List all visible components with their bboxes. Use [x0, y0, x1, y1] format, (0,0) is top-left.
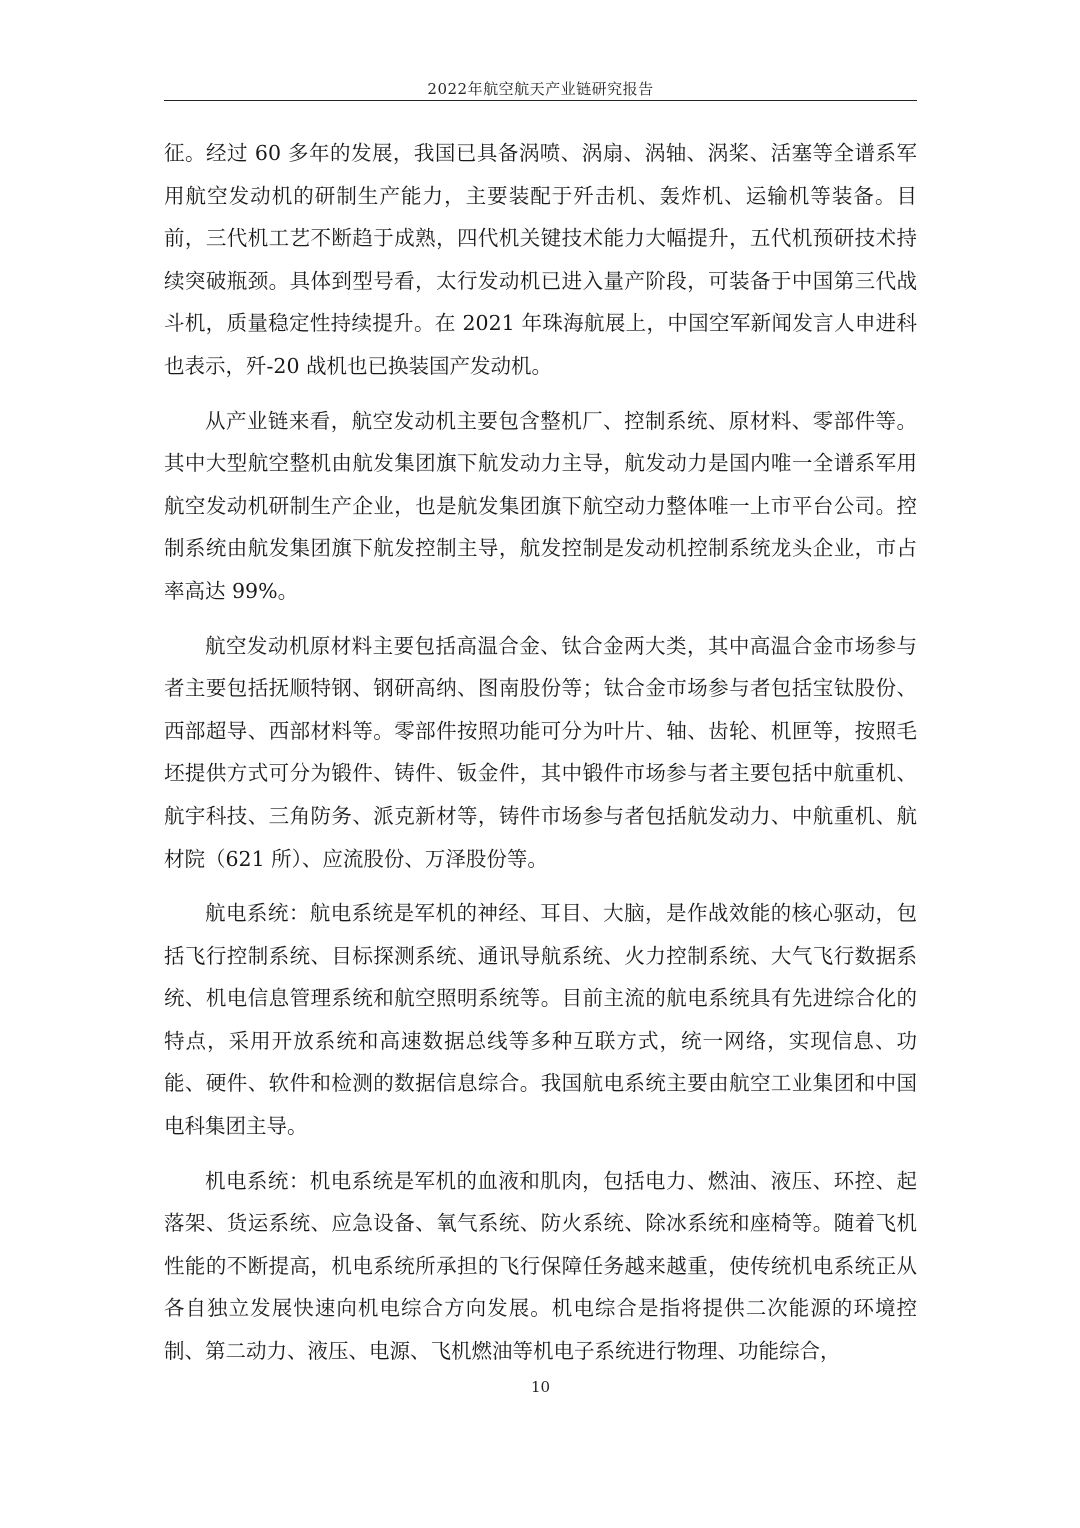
paragraph-engine-materials-parts: 航空发动机原材料主要包括高温合金、钛合金两大类，其中高温合金市场参与者主要包括抚顺特钢、钢研高纳、图南股份等；钛合金市场参与者包括宝钛股份、西部超导、西部材料等。零部件按照功能可分为叶片、轴、齿轮、机匣等，按照毛坯提供方式可分为锻件、铸件、钣金件，其中锻件市场参与者主要包括中航重机、航宇科技、三角防务、派克新材等，铸件市场参与者包括航发动力、中航重机、航材院（621 所）、应流股份、万泽股份等。: [164, 633, 917, 871]
paragraph-avionics-system: 航电系统：航电系统是军机的神经、耳目、大脑，是作战效能的核心驱动，包括飞行控制系统、目标探测系统、通讯导航系统、火力控制系统、大气飞行数据系统、机电信息管理系统和航空照明系统等。目前主流的航电系统具有先进综合化的特点，采用开放系统和高速数据总线等多种互联方式，统一网络，实现信息、功能、硬件、软件和检测的数据信息综合。我国航电系统主要由航空工业集团和中国电科集团主导。: [164, 901, 917, 1139]
paragraph-engine-development: 征。经过 60 多年的发展，我国已具备涡喷、涡扇、涡轴、涡桨、活塞等全谱系军用航空发动机的研制生产能力，主要装配于歼击机、轰炸机、运输机等装备。目前，三代机工艺不断趋于成熟，四代机关键技术能力大幅提升，五代机预研技术持续突破瓶颈。具体到型号看，太行发动机已进入量产阶段，可装备于中国第三代战斗机，质量稳定性持续提升。在 2021 年珠海航展上，中国空军新闻发言人申进科也表示，歼-20 战机也已换装国产发动机。: [164, 141, 917, 378]
header-divider: [164, 100, 917, 101]
page-header-title: 2022年航空航天产业链研究报告: [427, 80, 654, 98]
paragraph-electromechanical-system: 机电系统：机电系统是军机的血液和肌肉，包括电力、燃油、液压、环控、起落架、货运系统、应急设备、氧气系统、防火系统、除冰系统和座椅等。随着飞机性能的不断提高，机电系统所承担的飞行保障任务越来越重，使传统机电系统正从各自独立发展快速向机电综合方向发展。机电综合是指将提供二次能源的环境控制、第二动力、液压、电源、飞机燃油等机电子系统进行物理、功能综合，: [164, 1168, 917, 1364]
paragraph-engine-industry-chain: 从产业链来看，航空发动机主要包含整机厂、控制系统、原材料、零部件等。其中大型航空整机由航发集团旗下航发动力主导，航发动力是国内唯一全谱系军用航空发动机研制生产企业，也是航发集团旗下航空动力整体唯一上市平台公司。控制系统由航发集团旗下航发控制主导，航发控制是发动机控制系统龙头企业，市占率高达 99%。: [164, 408, 917, 603]
document-body: [164, 132, 917, 1385]
page-number: 10: [530, 1378, 551, 1396]
